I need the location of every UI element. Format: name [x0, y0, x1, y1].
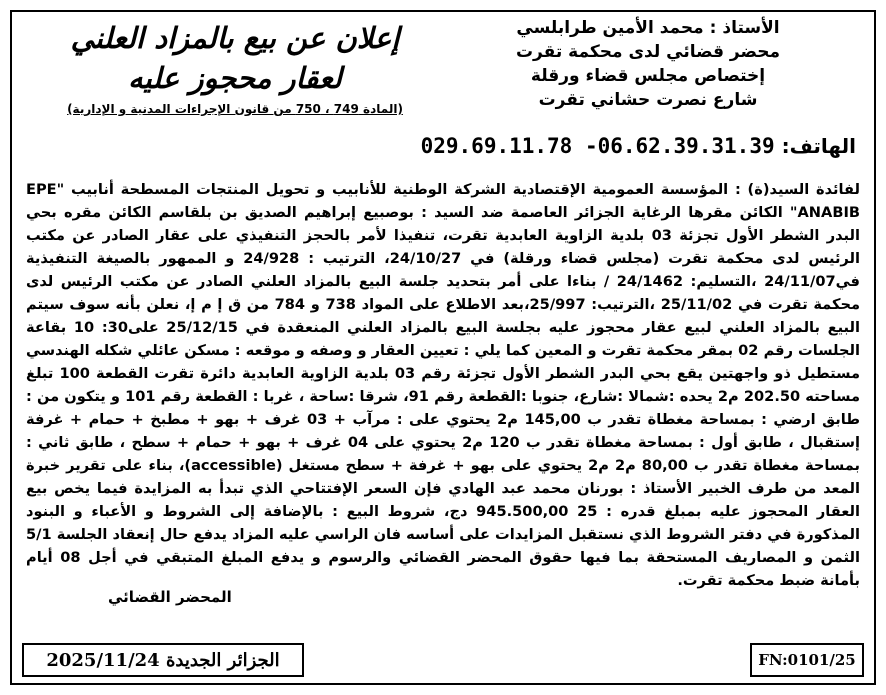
bailiff-header	[468, 16, 828, 112]
notice-paragraph: لفائدة السيد(ة) : المؤسسة العمومية الإقتصادية الشركة الوطنية للأنابيب و تحويل المنتجات المسطحة أنابيب "EPE ANABIB" الكائن مقرها الرغاية الجزائر العاصمة ضد السيد : بوصبيع إبراهيم الصديق بن بلقاسم الكائن مقره بحي البدر الشطر الأول تجزئة 03 بلدية الزاوية العابدية تقرت، تنفيذا لأمر بالحجز التنفيذي على عقار الصادر عن مكتب الرئيس لدى محكمة تقرت (مجلس قضاء ورقلة) في 24/10/27، الترتيب : 24/928 و الممهور بالصيغة التنفيذية في24/11/07 ،التسليم: 24/1462 / بناءا على أمر بتحديد جلسة البيع بالمزاد العلني الصادر عن مكتب الرئيس لدى محكمة تقرت في 25/11/02 ،الترتيب: 25/997،بعد الاطلاع على المواد 738 و 784 من ق إ م إ، نعلن بأنه سوف سيتم البيع بالمزاد العلني لبيع عقار محجوز عليه بجلسة البيع بالمزاد العلني المنعقدة في 25/12/15 على30: 10 بقاعة الجلسات رقم 02 بمقر محكمة تقرت و المعين كما يلي : تعيين العقار و وصفه و موقعه : مسكن عائلي شكله الهندسي مستطيل ذو واجهتين يقع بحي البدر الشطر الأول تجزئة رقم 03 بلدية الزاوية العابدية دائرة تقرت القطعة 100 تبلغ مساحته 202.50 م2 يحده :شمالا :شارع، جنوبا :القطعة رقم 91، شرقا :ساحة ، غربا : القطعة رقم 101 و يتكون من : طابق ارضي : بمساحة مغطاة تقدر ب 145,00 م2 يحتوي على : مرآب + 03 غرف + بهو + مطبخ + حمام + غرفة إستقبال ، طابق أول : بمساحة مغطاة تقدر ب 120 م2 يحتوي على 04 غرف + بهو + حمام + سطح ، طابق ثاني : بمساحة مغطاة تقدر ب 80,00 م2 م2 يحتوي على بهو + غرفة + سطح مستغل (accessible)، بناء على تقرير خبرة المعد من طرف الخبير الأستاذ : بورنان محمد عبد الهادي فإن السعر الإفتتاحي الذي تبدأ به المزايدة فيما يخص بيع العقار المحجوز عليه بمبلغ قدره : 25 945.500,00 دج، شروط البيع : بالإضافة إلى الشروط و الأعباء و البنود المذكورة في دفتر الشروط الذي نستقبل المزايدات على أساسه فان الراسي عليه المزاد يدفع حال إنعقاد الجلسة 5/1 الثمن و المصاريف المستحقة بما فيها حقوق المحضر القضائي والرسوم و يدفع المبلغ المتبقي في أجل 08 أيام بأمانة ضبط محكمة تقرت.	[26, 181, 861, 589]
notice-title-line1: إعلان عن بيع بالمزاد العلني	[70, 21, 400, 55]
law-reference: (المادة 749 ، 750 من قانون الإجراءات المدنية و الإدارية)	[67, 102, 403, 116]
phone-label: الهاتف:	[781, 134, 856, 158]
notice-heading	[30, 18, 440, 116]
newspaper-date: الجزائر الجديدة 2025/11/24	[46, 649, 280, 671]
file-number: FN:0101/25	[758, 651, 856, 669]
author-jurisdiction: إختصاص مجلس قضاء ورقلة	[530, 66, 766, 86]
notice-title-line2: لعقار محجوز عليه	[128, 61, 342, 95]
phone-numbers: 029.69.11.78 -06.62.39.31.39	[420, 134, 775, 158]
signature: المحضر القضائي	[108, 588, 232, 606]
phone-row	[421, 134, 856, 158]
file-number-box	[750, 643, 864, 677]
author-title: الأستاذ : محمد الأمين طرابلسي	[516, 18, 780, 38]
notice-body	[26, 178, 860, 592]
author-address: شارع نصرت حشاني تقرت	[538, 90, 758, 110]
newspaper-date-box	[22, 643, 304, 677]
author-role: محضر قضائي لدى محكمة تقرت	[515, 42, 781, 62]
